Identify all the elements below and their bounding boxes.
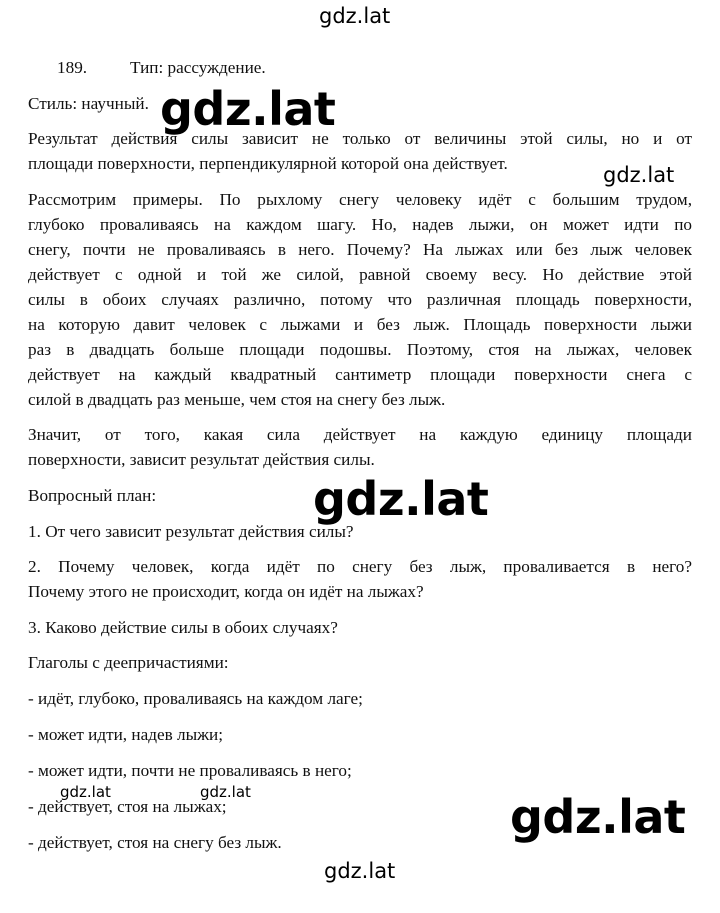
paragraph-2-line-6: на которую давит человек с лыжами и без лыж. Площадь поверхности лыжи <box>28 315 692 334</box>
verbs-title: Глаголы с деепричастиями: <box>28 653 229 672</box>
plan-question-2-line-1: 2. Почему человек, когда идёт по снегу без лыж, проваливается в него? <box>28 557 692 576</box>
verbs-item-3: - может идти, почти не проваливаясь в него; <box>28 761 352 780</box>
paragraph-2-line-1: Рассмотрим примеры. По рыхлому снегу человеку идёт с большим трудом, <box>28 190 692 209</box>
watermark-middle-overlay: gdz.lat <box>313 472 489 526</box>
plan-question-3: 3. Каково действие силы в обоих случаях? <box>28 618 338 637</box>
plan-question-2-line-2: Почему этого не происходит, когда он идёт на лыжах? <box>28 582 424 601</box>
verbs-item-5: - действует, стоя на снегу без лыж. <box>28 833 282 852</box>
text-style-line: Стиль: научный. <box>28 94 149 113</box>
paragraph-3-line-2: поверхности, зависит результат действия силы. <box>28 450 375 469</box>
paragraph-3-line-1: Значит, от того, какая сила действует на каждую единицу площади <box>28 425 692 444</box>
paragraph-2-line-5: силы в обоих случаях различно, потому что различная площадь поверхности, <box>28 290 692 309</box>
paragraph-1-line-2: площади поверхности, перпендикулярной которой она действует. <box>28 154 508 173</box>
verbs-item-4: - действует, стоя на лыжах; <box>28 797 227 816</box>
watermark-small-left: gdz.lat <box>60 783 111 801</box>
paragraph-2-line-9: силой в двадцать раз меньше, чем стоя на снегу без лыж. <box>28 390 446 409</box>
paragraph-2-line-7: раз в двадцать больше площади подошвы. Поэтому, стоя на лыжах, человек <box>28 340 692 359</box>
verbs-item-2: - может идти, надев лыжи; <box>28 725 223 744</box>
watermark-bottom: gdz.lat <box>324 859 396 883</box>
paragraph-2-line-3: снегу, почти не проваливаясь в него. Почему? На лыжах или без лыж человек <box>28 240 692 259</box>
paragraph-2-line-4: действует с одной и той же силой, равной своему весу. Но действие этой <box>28 265 692 284</box>
watermark-small-mid: gdz.lat <box>200 783 251 801</box>
paragraph-2-line-8: действует на каждый квадратный сантиметр площади поверхности снега с <box>28 365 692 384</box>
watermark-bottom-right-large: gdz.lat <box>510 790 686 844</box>
exercise-number: 189. <box>57 58 88 77</box>
verbs-item-1: - идёт, глубоко, проваливаясь на каждом лаге; <box>28 689 363 708</box>
watermark-right-overlay: gdz.lat <box>603 163 675 187</box>
watermark-top: gdz.lat <box>319 4 391 28</box>
plan-title: Вопросный план: <box>28 486 157 505</box>
text-type-line: Тип: рассуждение. <box>130 58 266 77</box>
watermark-title-overlay: gdz.lat <box>160 82 336 136</box>
plan-question-1: 1. От чего зависит результат действия силы? <box>28 522 354 541</box>
paragraph-1-line-1: Результат действия силы зависит не только от величины этой силы, но и от <box>28 129 692 148</box>
paragraph-2-line-2: глубоко проваливаясь на каждом шагу. Но, надев лыжи, он может идти по <box>28 215 692 234</box>
